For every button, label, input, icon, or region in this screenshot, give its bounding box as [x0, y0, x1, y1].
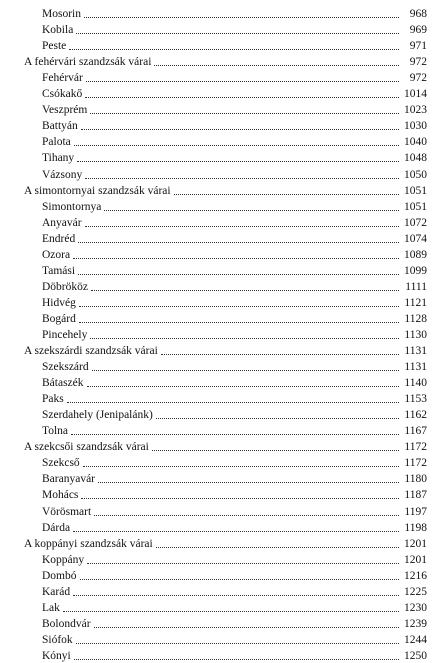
toc-entry [0, 647, 442, 663]
toc-entry [0, 454, 442, 470]
page-number: 1089 [404, 248, 427, 261]
page-number: 1111 [405, 280, 427, 293]
page-number: 1216 [404, 569, 427, 582]
entry-title: Döbrököz [42, 280, 88, 293]
page-number: 1172 [404, 441, 427, 454]
entry-title: Bogárd [42, 312, 76, 325]
page-number: 1048 [404, 152, 427, 165]
dot-leader [78, 242, 399, 243]
toc-section-heading [0, 535, 442, 551]
dot-leader [81, 129, 399, 130]
dot-leader [80, 579, 400, 580]
dot-leader [87, 386, 399, 387]
toc-section-heading [0, 342, 442, 358]
toc-entry [0, 294, 442, 310]
toc-entry [0, 21, 442, 37]
toc-entry [0, 37, 442, 53]
toc-entry [0, 310, 442, 326]
entry-title: Szerdahely (Jenipalánk) [42, 409, 153, 422]
toc-entry [0, 358, 442, 374]
page-number: 1225 [404, 585, 427, 598]
dot-leader [156, 547, 399, 548]
dot-leader [73, 595, 399, 596]
page-number: 1121 [404, 296, 427, 309]
toc-entry [0, 198, 442, 214]
page-number: 1162 [404, 409, 427, 422]
toc-section-heading [0, 438, 442, 454]
toc-entry [0, 5, 442, 21]
toc-entry [0, 583, 442, 599]
dot-leader [104, 210, 399, 211]
toc-entry [0, 101, 442, 117]
toc-entry [0, 374, 442, 390]
dot-leader [90, 113, 399, 114]
dot-leader [63, 611, 399, 612]
toc-entry [0, 262, 442, 278]
toc-entry [0, 69, 442, 85]
table-of-contents [0, 5, 442, 663]
toc-entry [0, 214, 442, 230]
entry-title: Ozora [42, 248, 71, 261]
dot-leader [87, 563, 399, 564]
toc-entry [0, 599, 442, 615]
section-title: A szekcsői szandzsák várai [24, 441, 149, 454]
dot-leader [76, 643, 399, 644]
entry-title: Vörösmart [42, 505, 92, 518]
entry-title: Bolondvár [42, 617, 91, 630]
dot-leader [79, 322, 399, 323]
toc-entry [0, 567, 442, 583]
entry-title: Hidvég [42, 296, 76, 309]
entry-title: Tamási [42, 264, 76, 277]
dot-leader [74, 659, 399, 660]
entry-title: Szekszárd [42, 361, 89, 374]
toc-entry [0, 230, 442, 246]
entry-title: Bátaszék [42, 377, 84, 390]
toc-entry [0, 406, 442, 422]
page-number: 971 [409, 40, 427, 53]
toc-entry [0, 390, 442, 406]
entry-title: Simontornya [42, 200, 102, 213]
section-title: A koppányi szandzsák várai [24, 537, 153, 550]
dot-leader [90, 338, 399, 339]
page-number: 1050 [404, 168, 427, 181]
page-number: 1198 [404, 521, 427, 534]
page-number: 1023 [404, 104, 427, 117]
entry-title: Siófok [42, 633, 73, 646]
dot-leader [73, 531, 399, 532]
dot-leader [91, 290, 399, 291]
page-number: 1187 [404, 489, 427, 502]
page-number: 1244 [404, 633, 427, 646]
dot-leader [156, 418, 399, 419]
toc-entry [0, 278, 442, 294]
dot-leader [77, 161, 399, 162]
dot-leader [92, 370, 399, 371]
entry-title: Peste [42, 40, 67, 53]
toc-entry [0, 246, 442, 262]
entry-title: Dombó [42, 569, 77, 582]
page-number: 969 [409, 24, 427, 37]
page-number: 1051 [404, 200, 427, 213]
entry-title: Endréd [42, 232, 76, 245]
entry-title: Baranyavár [42, 473, 95, 486]
section-title: A fehérvári szandzsák várai [24, 56, 152, 69]
entry-title: Battyán [42, 120, 78, 133]
toc-entry [0, 422, 442, 438]
dot-leader [79, 306, 399, 307]
dot-leader [67, 402, 399, 403]
page-number: 1130 [404, 328, 427, 341]
page-number: 972 [409, 56, 427, 69]
toc-entry [0, 133, 442, 149]
dot-leader [81, 498, 399, 499]
toc-entry [0, 631, 442, 647]
dot-leader [94, 627, 399, 628]
page-number: 972 [409, 72, 427, 85]
page-number: 1099 [404, 264, 427, 277]
entry-title: Paks [42, 393, 64, 406]
entry-title: Vázsony [42, 168, 83, 181]
entry-title: Kobila [42, 24, 74, 37]
dot-leader [85, 226, 399, 227]
entry-title: Veszprém [42, 104, 88, 117]
entry-title: Tolna [42, 425, 69, 438]
dot-leader [71, 434, 399, 435]
page-number: 1128 [404, 312, 427, 325]
dot-leader [69, 49, 399, 50]
dot-leader [85, 97, 399, 98]
entry-title: Kónyi [42, 649, 71, 662]
page-number: 1072 [404, 216, 427, 229]
dot-leader [174, 194, 399, 195]
entry-title: Csókakő [42, 88, 83, 101]
dot-leader [78, 274, 399, 275]
toc-entry [0, 149, 442, 165]
entry-title: Dárda [42, 521, 71, 534]
page-number: 1201 [404, 553, 427, 566]
dot-leader [161, 354, 399, 355]
page-number: 1230 [404, 601, 427, 614]
page-number: 1250 [404, 649, 427, 662]
page-number: 1180 [404, 473, 427, 486]
dot-leader [94, 515, 399, 516]
dot-leader [152, 450, 399, 451]
section-title: A szekszárdi szandzsák várai [24, 345, 158, 358]
toc-entry [0, 502, 442, 518]
toc-entry [0, 85, 442, 101]
dot-leader [76, 33, 399, 34]
page-number: 1197 [404, 505, 427, 518]
page-number: 1131 [404, 361, 427, 374]
toc-entry [0, 519, 442, 535]
toc-section-heading [0, 182, 442, 198]
page-number: 1051 [404, 184, 427, 197]
entry-title: Mohács [42, 489, 79, 502]
section-title: A simontornyai szandzsák várai [24, 184, 171, 197]
page-number: 1153 [404, 393, 427, 406]
page-number: 1131 [404, 345, 427, 358]
dot-leader [73, 258, 399, 259]
toc-entry [0, 470, 442, 486]
dot-leader [98, 482, 399, 483]
dot-leader [86, 81, 399, 82]
entry-title: Pincehely [42, 328, 88, 341]
entry-title: Karád [42, 585, 71, 598]
toc-entry [0, 615, 442, 631]
toc-entry [0, 117, 442, 133]
entry-title: Szekcső [42, 457, 80, 470]
dot-leader [154, 65, 399, 66]
page-number: 1014 [404, 88, 427, 101]
dot-leader [85, 178, 399, 179]
dot-leader [84, 17, 399, 18]
page-number: 1201 [404, 537, 427, 550]
entry-title: Fehérvár [42, 72, 83, 85]
dot-leader [74, 145, 399, 146]
entry-title: Tihany [42, 152, 75, 165]
page-number: 1074 [404, 232, 427, 245]
toc-entry [0, 551, 442, 567]
entry-title: Anyavár [42, 216, 82, 229]
page-number: 1239 [404, 617, 427, 630]
toc-section-heading [0, 53, 442, 69]
page-number: 968 [409, 8, 427, 21]
entry-title: Koppány [42, 553, 85, 566]
page-number: 1167 [404, 425, 427, 438]
toc-entry [0, 326, 442, 342]
page-number: 1030 [404, 120, 427, 133]
entry-title: Lak [42, 601, 60, 614]
dot-leader [83, 466, 399, 467]
toc-entry [0, 165, 442, 181]
entry-title: Palota [42, 136, 71, 149]
toc-entry [0, 486, 442, 502]
page-number: 1172 [404, 457, 427, 470]
entry-title: Mosorin [42, 8, 81, 21]
page-number: 1040 [404, 136, 427, 149]
page-number: 1140 [404, 377, 427, 390]
